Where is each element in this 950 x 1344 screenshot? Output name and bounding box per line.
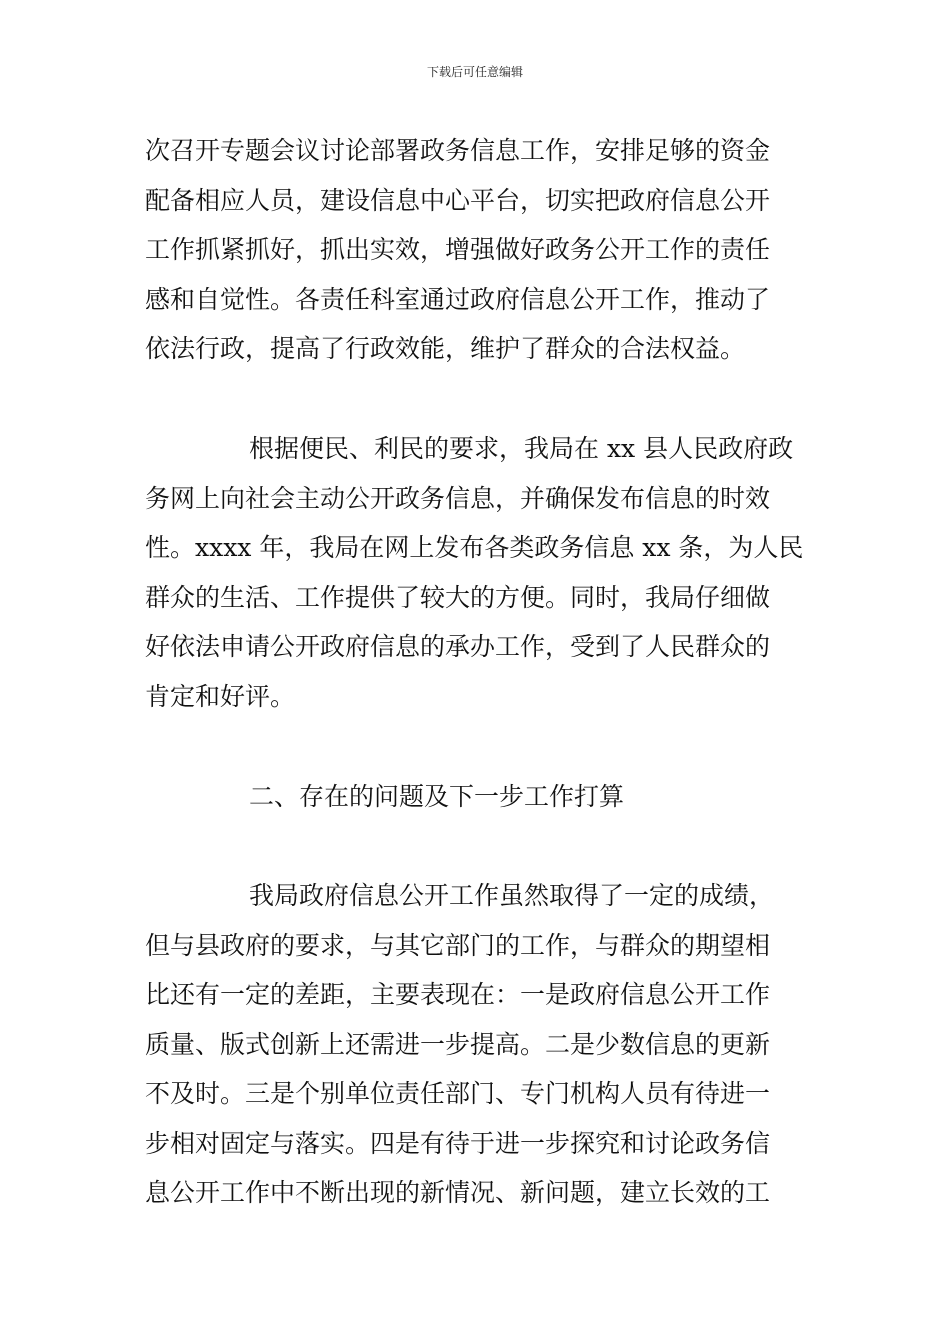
page-header: 下载后可任意编辑 xyxy=(426,65,523,79)
text-line: 不及时。三是个别单位责任部门、专门机构人员有待进一 xyxy=(145,1079,771,1108)
text-line: 息公开工作中不断出现的新情况、新问题，建立长效的工 xyxy=(145,1178,771,1207)
heading-text: 二、存在的问题及下一步工作打算 xyxy=(249,782,625,811)
text-line: 但与县政府的要求，与其它部门的工作，与群众的期望相 xyxy=(145,930,771,960)
text-line: 群众的生活、工作提供了较大的方便。同时，我局仔细做 xyxy=(145,582,771,612)
paragraph-3 xyxy=(145,871,810,1218)
text-line: 好依法申请公开政府信息的承办工作，受到了人民群众的 xyxy=(145,632,771,661)
text-line: 感和自觉性。各责任科室通过政府信息公开工作，推动了 xyxy=(145,284,771,314)
text-line: 我局政府信息公开工作虽然取得了一定的成绩， xyxy=(249,881,775,910)
text-line: 配备相应人员，建设信息中心平台，切实把政府信息公开 xyxy=(145,185,771,215)
text-line: 步相对固定与落实。四是有待于进一步探究和讨论政务信 xyxy=(145,1128,771,1158)
text-line: 肯定和好评。 xyxy=(145,681,296,711)
text-line: 质量、版式创新上还需进一步提高。二是少数信息的更新 xyxy=(145,1029,771,1059)
text-line: 比还有一定的差距，主要表现在：一是政府信息公开工作 xyxy=(145,980,771,1009)
paragraph-1 xyxy=(145,126,810,374)
text-line: 工作抓紧抓好，抓出实效，增强做好政务公开工作的责任 xyxy=(145,235,771,264)
text-line: 性。xxxx 年，我局在网上发布各类政务信息 xx 条，为人民 xyxy=(145,533,804,562)
paragraph-2 xyxy=(145,424,810,721)
text-line: 根据便民、利民的要求，我局在 xx 县人民政府政 xyxy=(249,434,794,463)
text-line: 次召开专题会议讨论部署政务信息工作，安排足够的资金 xyxy=(145,136,771,165)
text-line: 依法行政，提高了行政效能，维护了群众的合法权益。 xyxy=(145,334,746,363)
section-heading xyxy=(145,772,810,822)
text-line: 务网上向社会主动公开政务信息，并确保发布信息的时效 xyxy=(145,483,771,513)
